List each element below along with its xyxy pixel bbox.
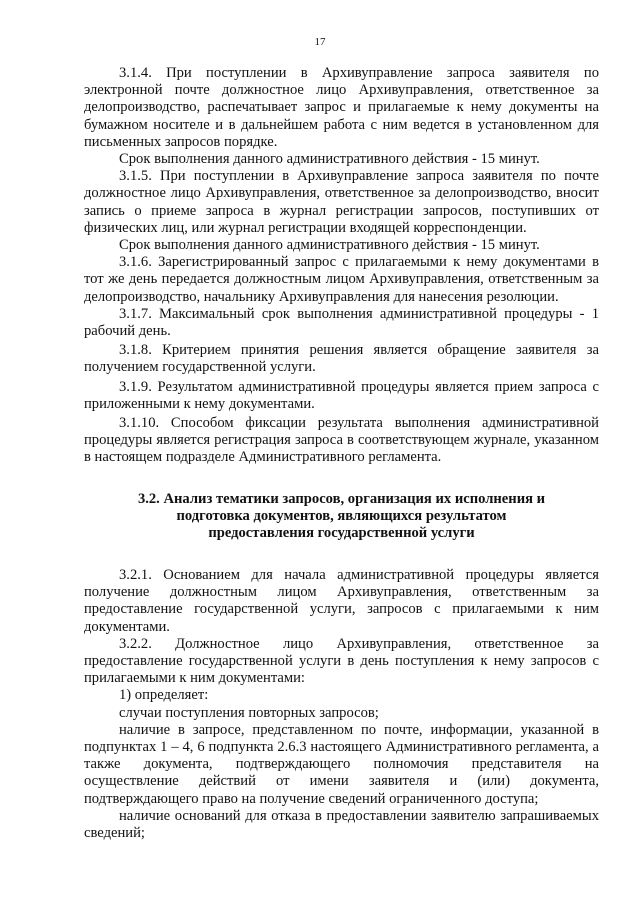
- section-heading-3-2: [84, 491, 599, 543]
- paragraph-3-2-1: 3.2.1. Основанием для начала административной процедуры является получение должностным лицом Архивуправления, ответственным за предоставление государственной услуги, запросов с прилагаемыми к ним документами.: [84, 566, 599, 635]
- paragraph-3-1-10: 3.1.10. Способом фиксации результата выполнения административной процедуры является регистрация запроса в соответствующем журнале, указанном в настоящем подразделе Административного регламента.: [84, 415, 599, 466]
- paragraph-3-2-2: 3.2.2. Должностное лицо Архивуправления, ответственное за предоставление государственной услуги в день поступления к нему запросов с прилагаемыми к ним документами:: [84, 635, 599, 687]
- section-heading-line: подготовка документов, являющихся результатом: [176, 508, 507, 525]
- paragraph-3-1-7: 3.1.7. Максимальный срок выполнения административной процедуры - 1 рабочий день.: [84, 305, 599, 340]
- list-item-repeat-requests: случаи поступления повторных запросов;: [119, 704, 379, 721]
- document-body: [84, 65, 599, 842]
- list-item-refusal-grounds: наличие оснований для отказа в предоставлении заявителю запрашиваемых сведений;: [84, 807, 599, 841]
- list-item-determines: 1) определяет:: [119, 687, 209, 704]
- paragraph-3-1-6: 3.1.6. Зарегистрированный запрос с прилагаемыми к нему документами в тот же день передается должностным лицом Архивуправления, ответственным за делопроизводство, начальнику Архивуправления для нанесения резолюции.: [84, 254, 599, 305]
- paragraph-3-1-5: 3.1.5. При поступлении в Архивуправление запроса заявителя по почте должностное лицо Архивуправления, ответственное за делопроизводство, вносит запись о приеме запроса в журнал регистрации запросов, поступивших от физических лиц, или журнал регистрации входящей корреспонденции.: [84, 168, 599, 236]
- section-heading-line: 3.2. Анализ тематики запросов, организация их исполнения и: [137, 490, 546, 507]
- paragraph-3-1-4: 3.1.4. При поступлении в Архивуправление запроса заявителя по электронной почте должностное лицо Архивуправления, ответственное за делопроизводство, распечатывает запрос и прилагаемые к нему документы на бумажном носителе и в дальнейшем работа с ним ведется в установленном для письменных запросов порядке.: [84, 65, 599, 150]
- paragraph-3-1-9: 3.1.9. Результатом административной процедуры является прием запроса с приложенными к нему документами.: [84, 378, 599, 412]
- page-number: 17: [314, 36, 326, 48]
- list-item-request-info: наличие в запросе, представленном по почте, информации, указанной в подпунктах 1 – 4, 6 подпункта 2.6.3 настоящего Административного регламента, а также документа, подтверждающего полномочия представителя на осуществление действий от имени заявителя и (или) документа, подтверждающего право на получение сведений ограниченного доступа;: [84, 721, 599, 807]
- paragraph-deadline-1: Срок выполнения данного административного действия - 15 минут.: [119, 151, 540, 168]
- paragraph-3-1-8: 3.1.8. Критерием принятия решения является обращение заявителя за получением государственной услуги.: [84, 342, 599, 376]
- paragraph-deadline-2: Срок выполнения данного административного действия - 15 минут.: [119, 237, 540, 254]
- section-heading-line: предоставления государственной услуги: [208, 525, 475, 542]
